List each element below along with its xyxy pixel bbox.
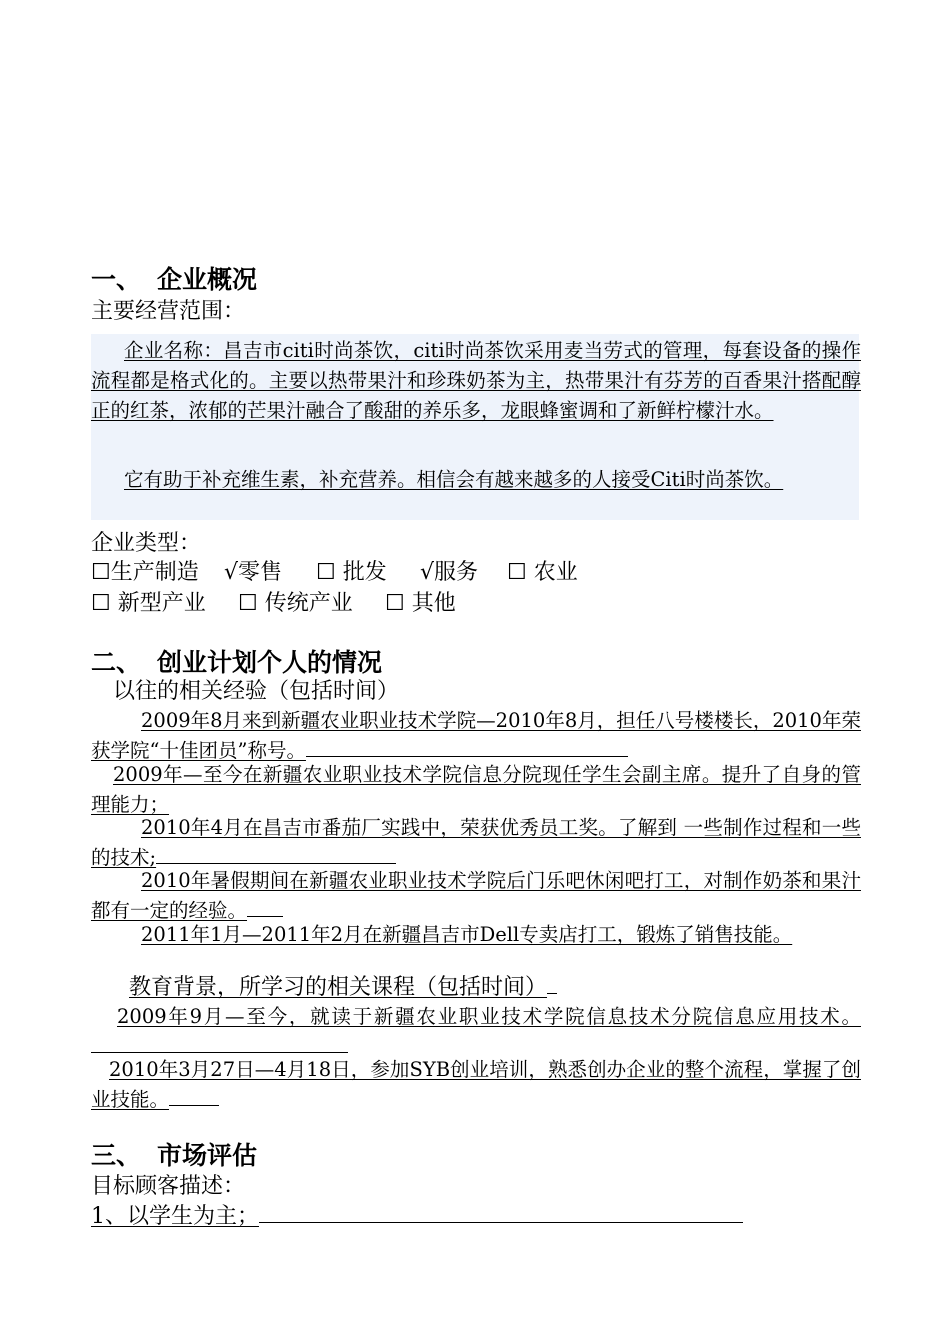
section-title: 创业计划个人的情况 [157, 648, 383, 677]
section-title: 市场评估 [157, 1141, 258, 1170]
target-customer-item: 1、以学生为主； [91, 1202, 743, 1232]
experience-item: 2009年8月来到新疆农业职业技术学院—2010年8月，担任八号楼楼长，2010年荣获学院“十佳团员”称号。 [91, 709, 861, 762]
experience-item: 2010年4月在昌吉市番茄厂实践中，荣获优秀员工奖。了解到 一些制作过程和一些的技术; [91, 816, 861, 869]
option-retail: √零售 [224, 560, 283, 585]
option-wholesale: ☐ 批发 [316, 560, 387, 585]
experience-item: 2009年—至今在新疆农业职业技术学院信息分院现任学生会副主席。提升了自身的管理能力； [91, 763, 861, 816]
business-type-row-1 [91, 558, 578, 588]
experience-item: 2010年暑假期间在新疆农业职业技术学院后门乐吧休闲吧打工，对制作奶茶和果汁都有一定的经验。 [91, 869, 861, 922]
section-title: 企业概况 [157, 265, 258, 294]
option-traditional-industry: ☐ 传统产业 [238, 591, 353, 616]
target-customer-label: 目标顾客描述： [91, 1174, 246, 1199]
company-benefit: 它有助于补充维生素，补充营养。相信会有越来越多的人接受Citi时尚茶饮。 [124, 468, 784, 491]
business-type-row-2 [91, 589, 456, 619]
option-service: √服务 [420, 560, 479, 585]
business-type-label: 企业类型： [91, 531, 202, 556]
section-heading-3 [91, 1141, 257, 1171]
experience-label: 以往的相关经验（包括时间） [113, 679, 400, 704]
option-manufacturing: ☐生产制造 [91, 560, 199, 585]
option-other: ☐ 其他 [385, 591, 456, 616]
business-scope-label: 主要经营范围： [91, 299, 246, 324]
section-heading-1 [91, 265, 257, 295]
company-description: 企业名称：昌吉市citi时尚茶饮，citi时尚茶饮采用麦当劳式的管理，每套设备的操作流程都是格式化的。主要以热带果汁和珍珠奶茶为主，热带果汁有芬芳的百香果汁搭配醇正的红茶，浓郁的芒果汁融合了酸甜的养乐多，龙眼蜂蜜调和了新鲜柠檬汁水。 [91, 339, 861, 422]
education-item: 2010年3月27日—4月18日，参加SYB创业培训，熟悉创办企业的整个流程，掌握了创业技能。 [91, 1058, 861, 1111]
section-heading-2 [91, 648, 382, 678]
section-number: 二、 [91, 648, 142, 677]
section-number: 三、 [91, 1141, 142, 1170]
education-item: 2009年9月—至今，就读于新疆农业职业技术学院信息技术分院信息应用技术。 [91, 1002, 861, 1062]
option-new-industry: ☐ 新型产业 [91, 591, 206, 616]
experience-item: 2011年1月—2011年2月在新疆昌吉市Dell专卖店打工，锻炼了销售技能。 [141, 923, 793, 946]
option-agriculture: ☐ 农业 [507, 560, 578, 585]
education-label: 教育背景，所学习的相关课程（包括时间） [129, 973, 557, 1003]
section-number: 一、 [91, 265, 142, 294]
